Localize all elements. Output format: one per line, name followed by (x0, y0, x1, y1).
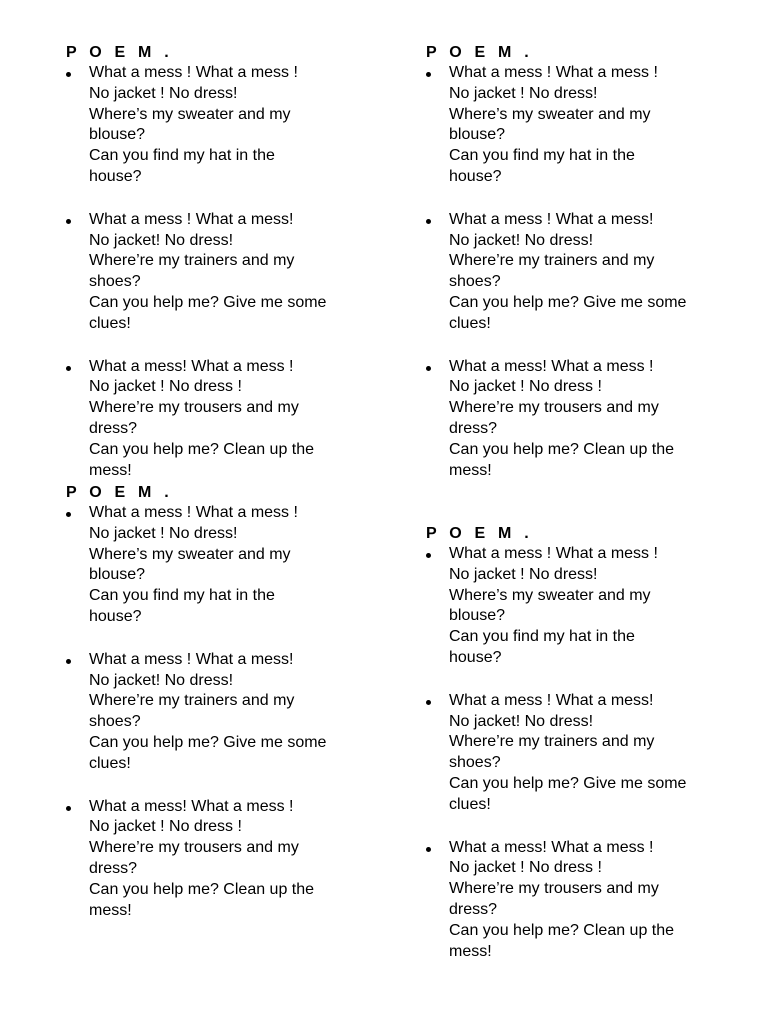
poem-line: What a mess ! What a mess! (89, 210, 294, 228)
poem-line: Can you help me? Give me some (449, 774, 687, 792)
poem-stanza (65, 357, 365, 482)
poem-line: No jacket ! No dress! (449, 565, 598, 583)
poem-line: Can you help me? Clean up the (449, 921, 675, 939)
poem-line: No jacket! No dress! (89, 231, 234, 249)
poem-line: Can you help me? Give me some (449, 293, 687, 311)
poem-line: No jacket! No dress! (449, 231, 594, 249)
poem-line: Where’s my sweater and my (449, 105, 651, 123)
poem-line: Can you help me? Clean up the (449, 440, 675, 458)
bullet-icon (426, 553, 431, 558)
poem-line: Can you find my hat in the (89, 147, 275, 165)
poem-line: mess! (89, 461, 132, 479)
poem-block (425, 43, 725, 481)
poem-line: What a mess ! What a mess! (89, 650, 294, 668)
poem-line: Can you help me? Give me some (89, 293, 327, 311)
poem-line: house? (89, 607, 142, 625)
bullet-icon (66, 72, 71, 77)
poem-line: Can you help me? Clean up the (89, 440, 315, 458)
poem-line: blouse? (89, 126, 146, 144)
poem-stanza (425, 838, 725, 963)
bullet-icon (426, 72, 431, 77)
poem-line: dress? (449, 900, 498, 918)
poem-line: Where’re my trainers and my (449, 252, 655, 270)
poem-line: shoes? (449, 273, 501, 291)
poem-stanza (425, 210, 725, 335)
poem-line: Where’re my trainers and my (89, 692, 295, 710)
poem-line: What a mess ! What a mess! (449, 691, 654, 709)
poem-line: What a mess ! What a mess ! (449, 545, 658, 562)
poem-line: No jacket! No dress! (449, 712, 594, 730)
poem-line: house? (449, 648, 502, 666)
poem-line: Where’re my trainers and my (89, 252, 295, 270)
poem-line: Where’re my trousers and my (89, 839, 299, 857)
poem-line: What a mess! What a mess ! (89, 357, 294, 375)
poem-block (65, 43, 365, 481)
poem-line: Where’s my sweater and my (449, 586, 651, 604)
bullet-icon (426, 700, 431, 705)
poem-stanza (65, 797, 365, 922)
poem-line: clues! (449, 314, 491, 332)
poem-line: Can you find my hat in the (89, 587, 275, 605)
bullet-icon (426, 366, 431, 371)
poem-line: dress? (449, 419, 498, 437)
poem-line: No jacket ! No dress ! (449, 378, 602, 396)
poem-line: No jacket ! No dress! (449, 84, 598, 102)
poem-line: dress? (89, 419, 138, 437)
bullet-icon (66, 219, 71, 224)
poem-title: P O E M . (66, 44, 173, 61)
poem-line: clues! (449, 795, 491, 813)
poem-line: What a mess ! What a mess! (449, 210, 654, 228)
poem-line: Where’s my sweater and my (89, 105, 291, 123)
poem-stanza (425, 357, 725, 482)
poem-line: No jacket ! No dress ! (89, 818, 242, 836)
poem-line: house? (89, 167, 142, 185)
poem-line: What a mess ! What a mess ! (89, 504, 298, 521)
poem-line: dress? (89, 859, 138, 877)
poem-line: Where’re my trousers and my (449, 880, 659, 898)
poem-line: Where’re my trousers and my (89, 399, 299, 417)
poem-line: mess! (449, 942, 492, 960)
poem-title: P O E M . (426, 44, 533, 61)
poem-line: No jacket ! No dress ! (449, 859, 602, 877)
bullet-icon (66, 366, 71, 371)
poem-line: blouse? (449, 607, 506, 625)
poem-line: No jacket ! No dress! (89, 84, 238, 102)
poem-line: mess! (89, 901, 132, 919)
poem-title: P O E M . (426, 525, 533, 542)
bullet-icon (66, 659, 71, 664)
poem-stanza (425, 544, 725, 669)
bullet-icon (66, 512, 71, 517)
poem-line: Where’re my trousers and my (449, 399, 659, 417)
poem-block (425, 524, 725, 962)
poem-line: blouse? (449, 126, 506, 144)
poem-stanza (65, 63, 365, 188)
poem-line: Can you help me? Give me some (89, 733, 327, 751)
poem-line: What a mess ! What a mess ! (89, 64, 298, 81)
poem-stanza (65, 503, 365, 628)
poem-line: Where’re my trainers and my (449, 733, 655, 751)
poem-line: shoes? (449, 754, 501, 772)
poem-line: Can you find my hat in the (449, 628, 635, 646)
poem-line: No jacket ! No dress ! (89, 378, 242, 396)
poem-stanza (425, 691, 725, 816)
poem-stanza (65, 210, 365, 335)
bullet-icon (426, 219, 431, 224)
poem-line: blouse? (89, 566, 146, 584)
poem-line: What a mess! What a mess ! (89, 797, 294, 815)
poem-title: P O E M . (66, 484, 173, 501)
poem-stanza (65, 650, 365, 775)
poem-line: mess! (449, 461, 492, 479)
poem-block (65, 483, 365, 921)
poem-line: Can you find my hat in the (449, 147, 635, 165)
poem-line: What a mess! What a mess ! (449, 357, 654, 375)
bullet-icon (426, 847, 431, 852)
poem-line: No jacket! No dress! (89, 671, 234, 689)
poem-line: No jacket ! No dress! (89, 524, 238, 542)
poem-line: clues! (89, 754, 131, 772)
poem-line: Can you help me? Clean up the (89, 880, 315, 898)
poem-stanza (425, 63, 725, 188)
poem-line: house? (449, 167, 502, 185)
poem-line: shoes? (89, 273, 141, 291)
poem-line: shoes? (89, 713, 141, 731)
poem-line: What a mess! What a mess ! (449, 838, 654, 856)
poem-line: Where’s my sweater and my (89, 545, 291, 563)
poem-line: What a mess ! What a mess ! (449, 64, 658, 81)
bullet-icon (66, 806, 71, 811)
poem-line: clues! (89, 314, 131, 332)
